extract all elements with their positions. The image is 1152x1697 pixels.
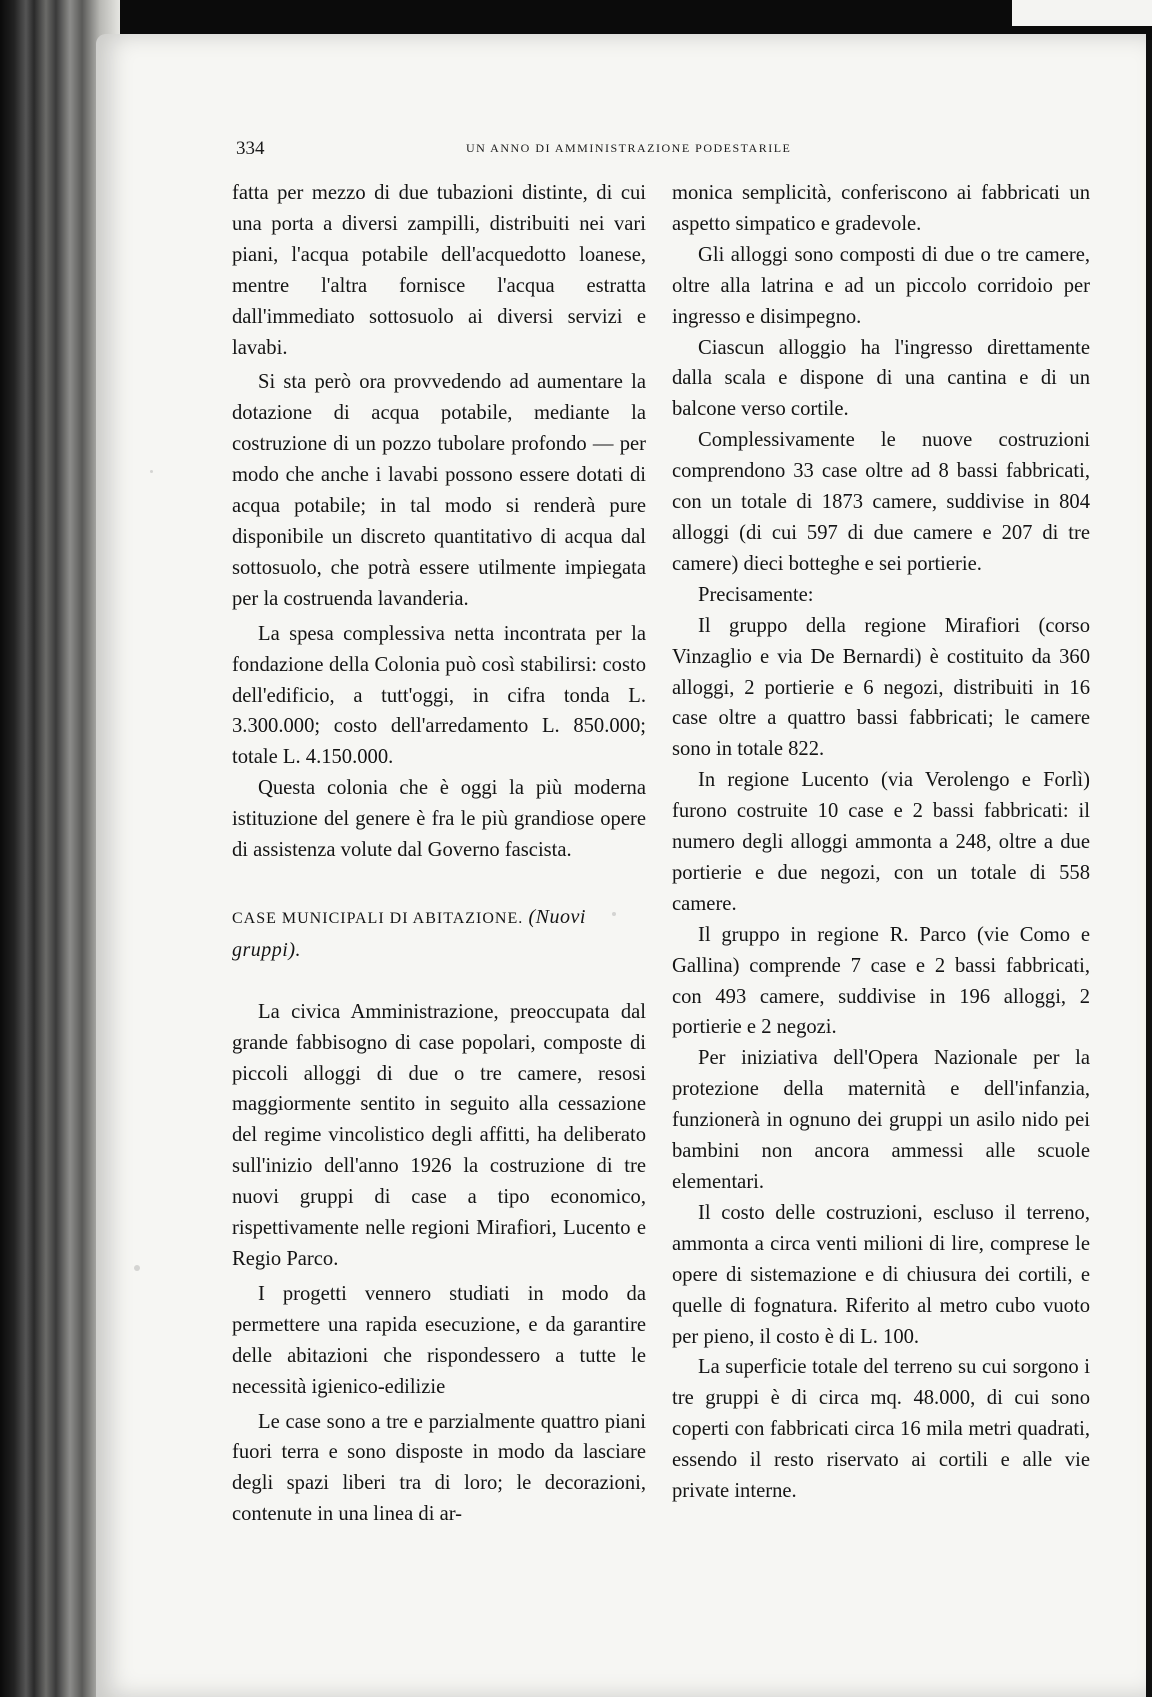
running-title: UN ANNO DI AMMINISTRAZIONE PODESTARILE	[466, 141, 792, 155]
paragraph: Complessivamente le nuove costruzioni comprendono 33 case oltre ad 8 bassi fabbricati, con un totale di 1873 camere, suddivise in 804 alloggi (di cui 597 di due camere e 207 di tre camere) dieci botteghe e sei portierie.	[672, 429, 1090, 575]
section-heading-caps: CASE MUNICIPALI DI ABITAZIONE.	[232, 909, 524, 927]
scan-corner-highlight	[1012, 0, 1152, 26]
left-column	[232, 178, 646, 1530]
paragraph: Si sta però ora provvedendo ad aumentare la dotazione di acqua potabile, mediante la costruzione di un pozzo tubolare profondo — per modo che anche i lavabi possono essere dotati di acqua potabile; in tal modo si renderà pure disponibile un discreto quantitativo di acqua dal sottosuolo, che potrà essere utilmente impiegata per la costruenda lavanderia.	[232, 371, 646, 610]
scan-speck	[134, 1265, 140, 1271]
paragraph: Gli alloggi sono composti di due o tre camere, oltre alla latrina e ad un piccolo corridoio per ingresso e disimpegno.	[672, 243, 1090, 328]
paragraph: La spesa complessiva netta incontrata per la fondazione della Colonia può così stabilirsi: costo dell'edificio, a tutt'oggi, in cifra tonda L. 3.300.000; costo dell'arredamento L. 850.000; totale L. 4.150.000.	[232, 622, 646, 769]
scan-speck	[150, 470, 153, 473]
paragraph: Il costo delle costruzioni, escluso il terreno, ammonta a circa venti milioni di lire, comprese le opere di sistemazione e di chiusura dei cortili, e quelle di fognatura. Riferito al metro cubo vuoto per pieno, il costo è di L. 100.	[672, 1201, 1090, 1348]
paragraph: La superficie totale del terreno su cui sorgono i tre gruppi è di circa mq. 48.000, di cui sono coperti con fabbricati circa 16 mila metri quadrati, essendo il resto riservato ai cortili e alle vie private interne.	[672, 1356, 1090, 1503]
paragraph: In regione Lucento (via Verolengo e Forlì) furono costruite 10 case e 2 bassi fabbricati: il numero degli alloggi ammonta a 248, oltre a due portierie e due negozi, con un totale di 558 camere.	[672, 769, 1090, 915]
right-column	[672, 178, 1090, 1507]
paragraph: Il gruppo della regione Mirafiori (corso Vinzaglio e via De Bernardi) è costituito da 360 alloggi, 2 portierie e 6 negozi, distribuiti in 16 case oltre a quattro bassi fabbricati; le camere sono in totale 822.	[672, 614, 1090, 761]
page-number: 334	[236, 138, 265, 159]
section-heading	[232, 902, 646, 967]
paragraph: I progetti vennero studiati in modo da permettere una rapida esecuzione, e da garantire delle abitazioni che rispondessero a tutte le necessità igienico-edilizie	[232, 1282, 646, 1398]
scan-speck	[612, 912, 616, 916]
paragraph: Precisamente:	[698, 583, 814, 606]
paragraph: monica semplicità, conferiscono ai fabbricati un aspetto simpatico e gradevole.	[672, 182, 1090, 235]
running-header	[236, 138, 836, 160]
paragraph: Questa colonia che è oggi la più moderna istituzione del genere è fra le più grandiose opere di assistenza volute dal Governo fascista.	[232, 777, 646, 862]
paragraph: Le case sono a tre e parzialmente quattro piani fuori terra e sono disposte in modo da lasciare degli spazi liberi tra di loro; le decorazioni, contenute in una linea di ar-	[232, 1410, 646, 1526]
paragraph: La civica Amministrazione, preoccupata dal grande fabbisogno di case popolari, composte di piccoli alloggi di due o tre camere, resosi maggiormente sentito in seguito alla cessazione del regime vincolistico degli affitti, ha deliberato sull'inizio dell'anno 1926 la costruzione di tre nuovi gruppi di case a tipo economico, rispettivamente nelle regioni Mirafiori, Lucento e Regio Parco.	[232, 1000, 646, 1270]
paragraph: fatta per mezzo di due tubazioni distinte, di cui una porta a diversi zampilli, distribuiti nei vari piani, l'acqua potabile dell'acquedotto loanese, mentre l'altra fornisce l'acqua estratta dall'immediato sottosuolo ai diversi servizi e lavabi.	[232, 182, 646, 359]
paragraph: Il gruppo in regione R. Parco (vie Como e Gallina) comprende 7 case e 2 bassi fabbricati, con 493 camere, suddivise in 196 alloggi, 2 portierie e 2 negozi.	[672, 923, 1090, 1039]
paragraph: Ciascun alloggio ha l'ingresso direttamente dalla scala e dispone di una cantina e di un balcone verso cortile.	[672, 336, 1090, 421]
paragraph: Per iniziativa dell'Opera Nazionale per la protezione della maternità e dell'infanzia, funzionerà in ognuno dei gruppi un asilo nido pei bambini non ancora ammessi alle scuole elementari.	[672, 1047, 1090, 1193]
section-heading-italic: (Nuovi gruppi).	[232, 905, 586, 961]
